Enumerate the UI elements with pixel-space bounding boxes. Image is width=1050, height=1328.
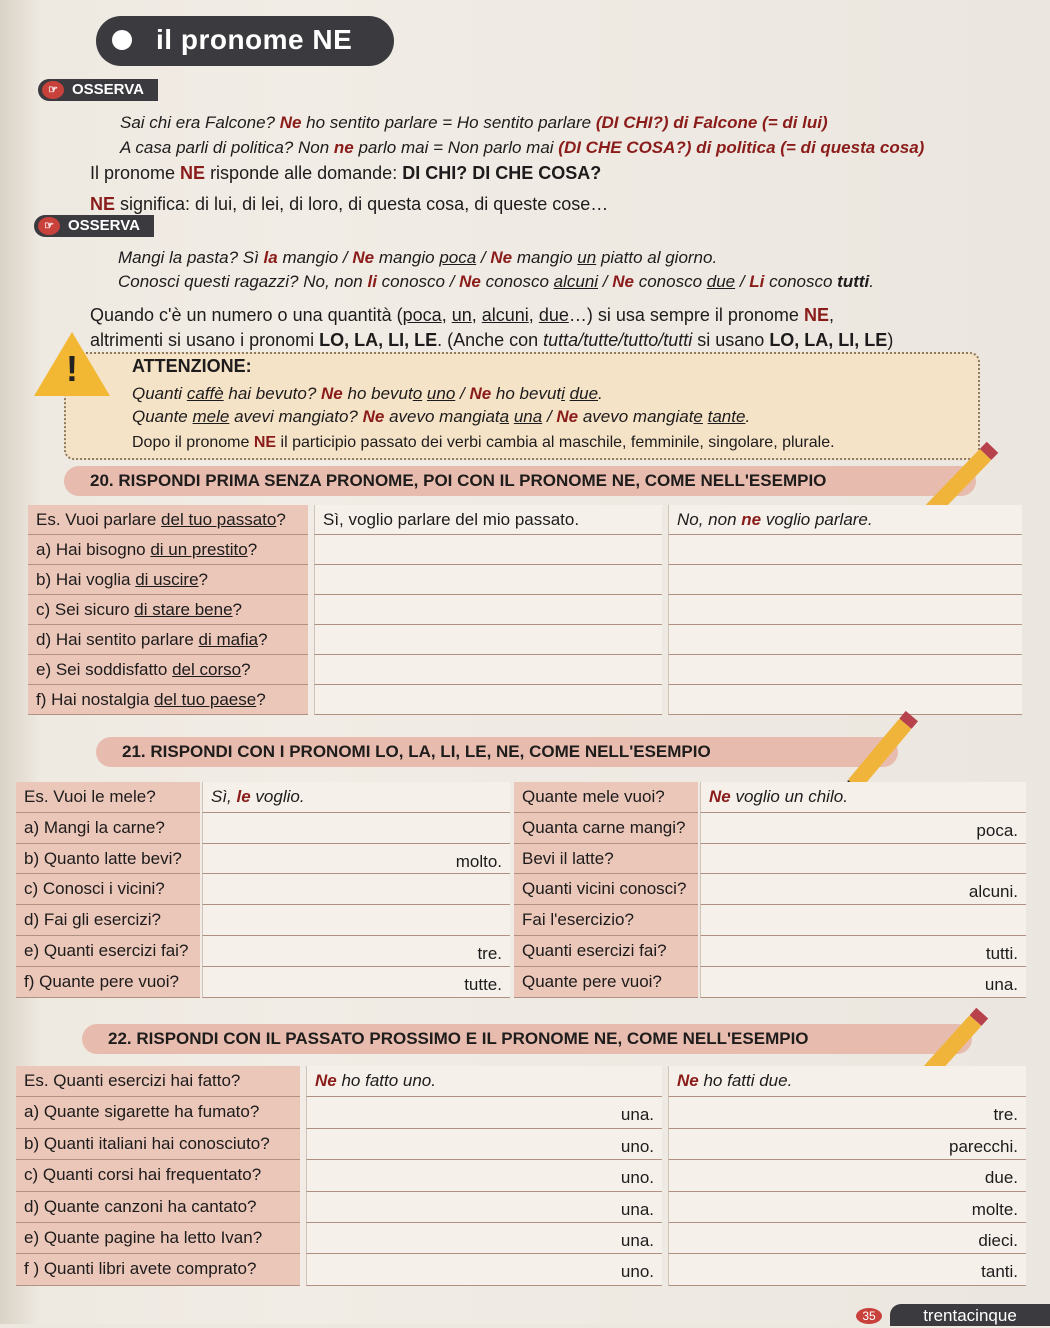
cell-text: a) Hai bisogno	[36, 540, 151, 559]
ex20-answer-affirmative-3[interactable]	[314, 595, 662, 625]
ex22-answer-singular-6[interactable]	[306, 1254, 662, 1285]
ex20-answer-affirmative-2[interactable]	[314, 565, 662, 595]
cell-text: Fai l'esercizio?	[522, 910, 634, 930]
ex21-right-answer-1[interactable]	[700, 813, 1026, 844]
ex21-left-answer-2[interactable]	[202, 844, 510, 875]
ex21-right-hint	[986, 944, 1018, 964]
exercise-21-table	[16, 782, 1026, 998]
ex22-answer-plural-1[interactable]	[668, 1097, 1026, 1128]
ex22-hint-singular	[621, 1137, 654, 1157]
ex21-left-answer-0[interactable]	[202, 782, 510, 813]
ex20-answer-negative-3[interactable]	[668, 595, 1022, 625]
cell-text: Ne	[677, 1071, 699, 1090]
cell-text: e) Quanti esercizi fai?	[24, 941, 189, 960]
ex21-right-question-2	[514, 844, 698, 875]
ex21-left-question-1	[16, 813, 200, 844]
ex22-question-text	[24, 1071, 240, 1091]
ex22-question-3	[16, 1160, 300, 1191]
rule-line-2: NE significa: di lui, di lei, di loro, di questa cosa, di queste cose…	[90, 194, 609, 214]
cell-text: Quanti vicini conosci?	[522, 879, 687, 899]
ex20-answer-negative-0[interactable]	[668, 505, 1022, 535]
ex20-answer-negative-text	[677, 510, 873, 530]
cell-text: ho fatti due.	[698, 1071, 793, 1090]
cell-text: ?	[258, 630, 268, 649]
cell-text: uno.	[620, 1168, 654, 1188]
cell-text: b) Quanti italiani hai conosciuto?	[24, 1133, 270, 1153]
ex20-answer-negative-6[interactable]	[668, 685, 1022, 715]
cell-text: d) Quante canzoni ha cantato?	[24, 1196, 257, 1216]
cell-text: Sì, voglio parlare del mio passato.	[323, 510, 580, 529]
cell-text: di stare bene	[134, 600, 233, 619]
ex22-answer-plural-6[interactable]	[668, 1254, 1026, 1285]
ex21-right-question-1	[514, 813, 698, 844]
cell-text: f) Quante pere vuoi?	[24, 971, 179, 991]
cell-text: Quante mele vuoi?	[522, 787, 665, 806]
cell-text: f) Hai nostalgia	[36, 690, 155, 709]
cell-text: c) Conosci i vicini?	[24, 879, 165, 899]
ex21-left-answer-1[interactable]	[202, 813, 510, 844]
ex21-right-answer-4[interactable]	[700, 905, 1026, 936]
ex21-left-question-text	[24, 910, 161, 930]
ex21-left-question-text	[24, 787, 156, 807]
ex22-question-6	[16, 1254, 300, 1285]
exercise-22-table	[16, 1066, 1026, 1286]
cell-text: tre.	[993, 1105, 1018, 1125]
osserva-label-1	[38, 79, 158, 101]
cell-text: tutti.	[985, 944, 1018, 963]
ex22-hint-singular	[621, 1200, 654, 1220]
ex20-answer-affirmative-1[interactable]	[314, 535, 662, 565]
osserva-label-2	[34, 215, 154, 237]
ex22-hint-plural	[993, 1105, 1018, 1125]
cell-text: parecchi.	[949, 1136, 1018, 1156]
osserva2-line2: Conosci questi ragazzi? No, non li conosco / Ne conosco alcuni / Ne conosco due / Li conosco tutti.	[118, 272, 874, 291]
ex20-question-4	[28, 625, 308, 655]
cell-text: ho fatto uno.	[336, 1071, 436, 1090]
ex22-answer-plural-2[interactable]	[668, 1129, 1026, 1160]
cell-text: molte.	[971, 1199, 1018, 1219]
ex21-left-hint	[477, 944, 502, 964]
osserva-text: OSSERVA	[72, 81, 144, 98]
ex21-right-question-4	[514, 905, 698, 936]
ex22-hint-singular	[621, 1262, 654, 1282]
ex20-answer-affirmative-6[interactable]	[314, 685, 662, 715]
cell-text: poca.	[976, 820, 1018, 840]
ex20-answer-negative-5[interactable]	[668, 655, 1022, 685]
ex22-answer-plural-0[interactable]	[668, 1066, 1026, 1097]
ex21-right-hint	[985, 975, 1018, 995]
ex20-question-text	[36, 540, 257, 560]
pointing-hand-icon: ☞	[42, 81, 64, 99]
cell-text: del corso	[172, 660, 242, 679]
cell-text: dieci.	[978, 1231, 1018, 1250]
cell-text: di uscire	[135, 570, 199, 589]
ex22-answer-singular-4[interactable]	[306, 1192, 662, 1223]
exercise-22-heading: 22. RISPONDI CON IL PASSATO PROSSIMO E IL PRONOME NE, COME NELL'ESEMPIO	[82, 1024, 972, 1054]
ex22-hint-singular	[621, 1105, 654, 1125]
cell-text: Quante pere vuoi?	[522, 971, 662, 991]
cell-text: molto.	[455, 851, 502, 871]
ex21-left-hint	[456, 852, 502, 872]
ex22-question-text	[24, 1165, 261, 1185]
page-number: 35	[856, 1308, 882, 1324]
cell-text: c) Sei sicuro	[36, 600, 135, 619]
ex21-right-question-0	[514, 782, 698, 813]
ex22-hint-singular	[621, 1168, 654, 1188]
cell-text: del tuo passato	[161, 510, 277, 529]
ex21-left-answer-6[interactable]	[202, 967, 510, 998]
ex22-question-text	[24, 1102, 259, 1122]
ex22-answer-plural-4[interactable]	[668, 1192, 1026, 1223]
ex22-answer-singular-2[interactable]	[306, 1129, 662, 1160]
ex22-answer-singular-1[interactable]	[306, 1097, 662, 1128]
ex20-answer-affirmative-text	[323, 510, 579, 530]
cell-text: f ) Quanti libri avete comprato?	[24, 1259, 257, 1279]
ex22-question-text	[24, 1134, 270, 1154]
ex22-question-text	[24, 1197, 257, 1217]
ex21-left-question-text	[24, 818, 165, 838]
cell-text: a) Mangi la carne?	[24, 817, 165, 837]
ex20-question-text	[36, 690, 266, 710]
ex21-right-question-3	[514, 874, 698, 905]
cell-text: Es. Vuoi le mele?	[24, 787, 156, 806]
cell-text: b) Hai voglia	[36, 570, 136, 589]
ex20-question-5	[28, 655, 308, 685]
ex22-answer-plural-5[interactable]	[668, 1223, 1026, 1254]
osserva2-line1: Mangi la pasta? Sì la mangio / Ne mangio poca / Ne mangio un piatto al giorno.	[118, 248, 718, 267]
attention-line2: Quante mele avevi mangiato? Ne avevo mangiata una / Ne avevo mangiate tante.	[132, 407, 751, 426]
ex21-left-question-0	[16, 782, 200, 813]
exercise-20-heading: 20. RISPONDI PRIMA SENZA PRONOME, POI CON IL PRONOME NE, COME NELL'ESEMPIO	[64, 466, 976, 496]
ex22-answer-singular-3[interactable]	[306, 1160, 662, 1191]
cell-text: tanti.	[981, 1262, 1018, 1282]
cell-text: tutte.	[464, 974, 502, 994]
warning-exclamation: !	[66, 348, 78, 389]
ex22-answer-singular-text	[315, 1071, 436, 1091]
ex22-answer-plural-3[interactable]	[668, 1160, 1026, 1191]
ex20-question-1	[28, 535, 308, 565]
ex21-left-answer-text	[211, 787, 305, 807]
cell-text: del tuo paese	[154, 690, 257, 709]
ex21-left-question-6	[16, 967, 200, 998]
cell-text: d) Fai gli esercizi?	[24, 910, 161, 930]
cell-text: le	[236, 787, 251, 806]
ex20-question-6	[28, 685, 308, 715]
ex20-question-2	[28, 565, 308, 595]
cell-text: Es. Vuoi parlare	[36, 510, 162, 529]
ex21-right-question-text	[522, 849, 614, 869]
ex22-answer-singular-5[interactable]	[306, 1223, 662, 1254]
cell-text: Quanta carne mangi?	[522, 817, 686, 837]
ex21-left-question-text	[24, 972, 179, 992]
ex21-left-question-2	[16, 844, 200, 875]
ex22-hint-plural	[972, 1200, 1018, 1220]
cell-text: una.	[620, 1105, 654, 1125]
ex21-right-question-text	[522, 972, 662, 992]
ex21-right-answer-2[interactable]	[700, 844, 1026, 875]
cell-text: Quanti esercizi fai?	[522, 941, 667, 960]
cell-text: ?	[241, 660, 251, 679]
bullet-icon	[112, 30, 132, 50]
exercise-21-heading: 21. RISPONDI CON I PRONOMI LO, LA, LI, LE, NE, COME NELL'ESEMPIO	[96, 737, 898, 767]
cell-text: No, non	[677, 510, 742, 529]
ex22-question-5	[16, 1223, 300, 1254]
ex20-answer-negative-2[interactable]	[668, 565, 1022, 595]
ex22-question-text	[24, 1228, 262, 1248]
ex20-answer-negative-4[interactable]	[668, 625, 1022, 655]
cell-text: c) Quanti corsi hai frequentato?	[24, 1165, 262, 1185]
title-banner	[96, 16, 394, 66]
ex20-answer-affirmative-5[interactable]	[314, 655, 662, 685]
cell-text: Sì,	[211, 787, 237, 806]
ex22-question-text	[24, 1259, 256, 1279]
ex21-right-answer-3[interactable]	[700, 874, 1026, 905]
ex22-answer-plural-text	[677, 1071, 792, 1091]
cell-text: ?	[256, 690, 266, 709]
cell-text: ?	[276, 510, 286, 529]
ex22-hint-plural	[981, 1262, 1018, 1282]
ex22-hint-plural	[985, 1168, 1018, 1188]
cell-text: alcuni.	[968, 882, 1018, 902]
attention-line1: Quanti caffè hai bevuto? Ne ho bevuto uno / Ne ho bevuti due.	[132, 384, 603, 403]
cell-text: d) Hai sentito parlare	[36, 630, 199, 649]
ex20-answer-affirmative-0[interactable]	[314, 505, 662, 535]
ex20-question-3	[28, 595, 308, 625]
osserva1-line1: Sai chi era Falcone? Ne ho sentito parlare = Ho sentito parlare (DI CHI?) di Falcone (= di lui)	[120, 113, 828, 132]
ex20-question-0	[28, 505, 308, 535]
ex21-right-hint	[976, 821, 1018, 841]
pointing-hand-icon: ☞	[38, 217, 60, 235]
ex21-right-question-text	[522, 941, 667, 961]
ex21-right-question-5	[514, 936, 698, 967]
osserva-text: OSSERVA	[68, 217, 140, 234]
ex21-left-question-text	[24, 941, 188, 961]
ex20-question-text	[36, 510, 286, 530]
cell-text: uno.	[620, 1262, 654, 1282]
cell-text: e) Quante pagine ha letto Ivan?	[24, 1228, 263, 1247]
ex21-right-answer-6[interactable]	[700, 967, 1026, 998]
cell-text: Ne	[315, 1071, 337, 1090]
ex20-question-text	[36, 570, 208, 590]
ex21-left-question-text	[24, 879, 165, 899]
attention-line3: Dopo il pronome NE il participio passato dei verbi cambia al maschile, femminile, singolare, plurale.	[132, 434, 835, 451]
cell-text: ne	[741, 510, 762, 529]
rule-line-1: Il pronome NE risponde alle domande: DI CHI? DI CHE COSA?	[90, 163, 602, 183]
ex21-right-question-text	[522, 787, 665, 807]
cell-text: di mafia	[198, 630, 259, 649]
cell-text: a) Quante sigarette ha fumato?	[24, 1102, 260, 1122]
page-title: il pronome NE	[156, 24, 353, 55]
ex22-question-0	[16, 1066, 300, 1097]
ex22-question-2	[16, 1129, 300, 1160]
ex22-question-4	[16, 1192, 300, 1223]
ex22-question-1	[16, 1097, 300, 1128]
cell-text: e) Sei soddisfatto	[36, 660, 173, 679]
ex21-left-answer-3[interactable]	[202, 874, 510, 905]
attention-label: ATTENZIONE:	[132, 356, 252, 376]
ex21-left-question-3	[16, 874, 200, 905]
page-number-word: trentacinque	[890, 1304, 1050, 1326]
ex21-right-question-text	[522, 879, 686, 899]
ex20-answer-negative-1[interactable]	[668, 535, 1022, 565]
ex21-left-question-4	[16, 905, 200, 936]
ex21-left-hint	[464, 975, 502, 995]
cell-text: Ne	[709, 787, 731, 806]
ex21-right-answer-5[interactable]	[700, 936, 1026, 967]
cell-text: uno.	[620, 1136, 654, 1156]
ex21-right-answer-text	[709, 787, 848, 807]
ex21-right-question-6	[514, 967, 698, 998]
cell-text: Bevi il latte?	[522, 848, 614, 868]
rule-line-3: Quando c'è un numero o una quantità (poca, un, alcuni, due…) si usa sempre il pronome NE,	[90, 305, 834, 325]
cell-text: una.	[620, 1199, 654, 1219]
cell-text: tre.	[477, 944, 502, 963]
ex21-left-answer-5[interactable]	[202, 936, 510, 967]
ex22-hint-plural	[978, 1231, 1018, 1251]
cell-text: ?	[198, 570, 208, 589]
cell-text: voglio parlare.	[761, 510, 873, 529]
ex22-answer-singular-0[interactable]	[306, 1066, 662, 1097]
cell-text: due.	[984, 1168, 1018, 1188]
ex21-right-question-text	[522, 818, 686, 838]
ex21-left-answer-4[interactable]	[202, 905, 510, 936]
cell-text: ?	[232, 600, 243, 619]
rule-line-4: altrimenti si usano i pronomi LO, LA, LI, LE. (Anche con tutta/tutte/tutto/tutti si usano LO, LA, LI, LE)	[90, 330, 894, 350]
exercise-20-table	[28, 505, 1022, 715]
cell-text: una.	[984, 974, 1018, 994]
ex20-question-text	[36, 630, 268, 650]
cell-text: voglio.	[250, 787, 305, 806]
ex20-question-text	[36, 600, 242, 620]
cell-text: b) Quanto latte bevi?	[24, 848, 182, 868]
ex22-hint-singular	[621, 1231, 654, 1251]
ex21-right-answer-0[interactable]	[700, 782, 1026, 813]
cell-text: ?	[247, 540, 258, 559]
ex21-right-hint	[969, 882, 1018, 902]
cell-text: di un prestito	[150, 540, 248, 559]
ex21-left-question-5	[16, 936, 200, 967]
ex21-left-question-text	[24, 849, 182, 869]
osserva1-line2: A casa parli di politica? Non ne parlo mai = Non parlo mai (DI CHE COSA?) di politica (= di questa cosa)	[120, 138, 925, 157]
ex22-hint-plural	[949, 1137, 1018, 1157]
ex20-question-text	[36, 660, 251, 680]
ex21-right-question-text	[522, 910, 634, 930]
cell-text: Es. Quanti esercizi hai fatto?	[24, 1071, 241, 1090]
cell-text: voglio un chilo.	[730, 787, 848, 806]
ex20-answer-affirmative-4[interactable]	[314, 625, 662, 655]
cell-text: una.	[620, 1231, 654, 1250]
